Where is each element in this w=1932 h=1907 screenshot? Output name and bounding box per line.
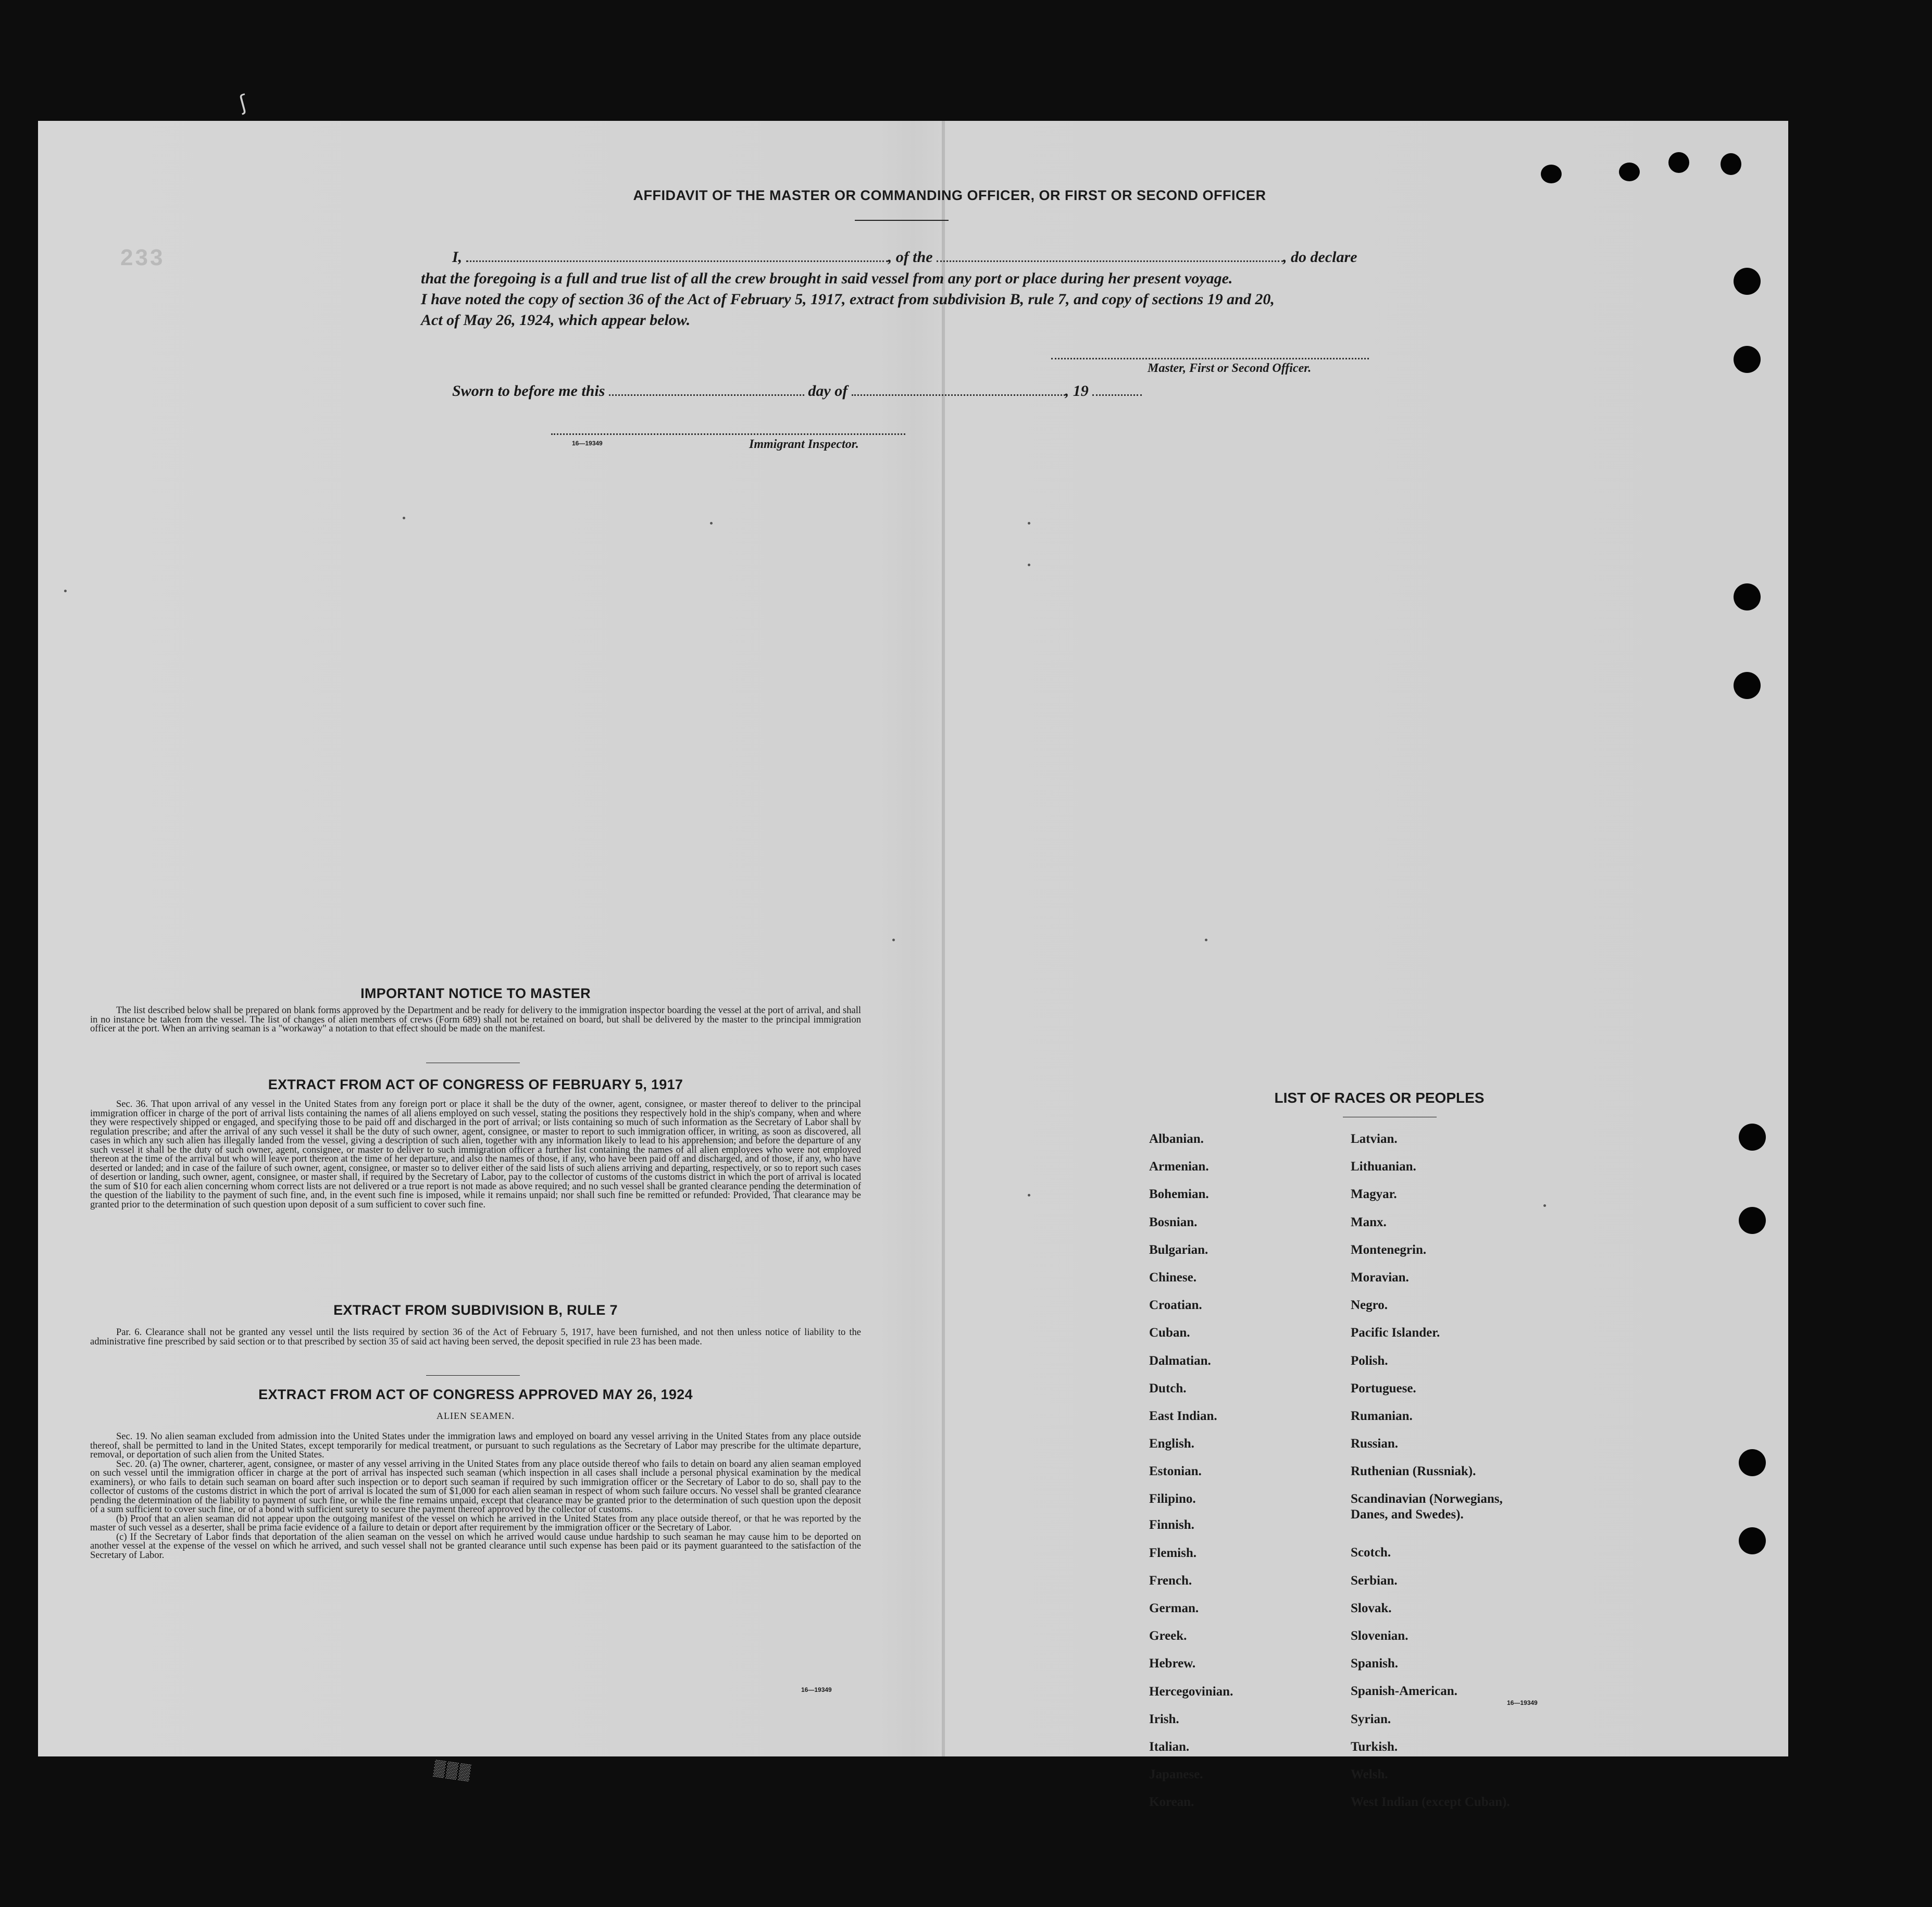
page-fold — [942, 121, 945, 1756]
race-item: Lithuanian. — [1351, 1160, 1416, 1174]
sworn-day-of: day of — [808, 382, 848, 400]
sworn-line — [452, 382, 1142, 400]
faint-page-number: 233 — [120, 245, 165, 270]
punch-hole — [1734, 346, 1761, 373]
extract-1917-title: EXTRACT FROM ACT OF CONGRESS OF FEBRUARY 5, 1917 — [268, 1077, 683, 1092]
race-item: Dalmatian. — [1149, 1353, 1211, 1368]
vessel-name-field[interactable] — [937, 249, 1283, 262]
inspector-signature-label: Immigrant Inspector. — [749, 438, 859, 451]
race-item: Portuguese. — [1351, 1381, 1416, 1395]
extract-1917-body — [90, 1100, 861, 1210]
race-item: Latvian. — [1351, 1132, 1398, 1146]
race-item: Croatian. — [1149, 1298, 1202, 1313]
document-page — [38, 121, 1788, 1810]
speck — [64, 590, 67, 592]
speck — [710, 522, 713, 525]
race-item: Japanese. — [1149, 1767, 1203, 1782]
race-item: Dutch. — [1149, 1381, 1187, 1395]
faint-stamp: ▒▒▒ — [433, 1759, 473, 1781]
form-number: 16—19349 — [801, 1686, 832, 1693]
race-item: Estonian. — [1149, 1464, 1202, 1479]
declaration-line-3: I have noted the copy of section 36 of the Act of February 5, 1917, extract from subdivision B, rule 7, and copy of sections 19 and 20, — [421, 291, 1275, 308]
section-20b-paragraph: (b) Proof that an alien seaman did not appear upon the outgoing manifest of the vessel on which he arrived in the United States from any place outside thereof, or that he was reported by the master of such vessel as a deserter, shall be prima facie evidence of a failure to detain or deport after requirement by the immigration officer or the Secretary of Labor. — [90, 1513, 861, 1533]
declaration-line-4: Act of May 26, 1924, which appear below. — [421, 311, 691, 329]
extract-1924-body — [90, 1432, 861, 1560]
race-item: Ruthenian (Russniak). — [1351, 1464, 1476, 1479]
race-item: Turkish. — [1351, 1739, 1398, 1754]
race-item: Irish. — [1149, 1712, 1179, 1726]
extract-1924-title: EXTRACT FROM ACT OF CONGRESS APPROVED MAY 26, 1924 — [258, 1387, 693, 1402]
race-item: Albanian. — [1149, 1132, 1204, 1146]
punch-hole — [1734, 672, 1761, 699]
declaration-line-1 — [452, 248, 1357, 266]
races-left-column — [1149, 1131, 1233, 1823]
form-number: 16—19349 — [1507, 1699, 1538, 1706]
race-item: Slovak. — [1351, 1601, 1392, 1615]
rule-7-paragraph: Par. 6. Clearance shall not be granted any vessel until the lists required by section 36 of the Act of February 5, 1917, have been furnished, and not then unless notice of liability to the administrative fine prescribed by said section or to that prescribed by section 35 of said act having been served, the deposit specified in rule 23 has been made. — [90, 1327, 861, 1347]
race-item: Chinese. — [1149, 1270, 1196, 1285]
race-item: Magyar. — [1351, 1187, 1397, 1202]
section-19-paragraph: Sec. 19. No alien seaman excluded from admission into the United States under the immigration laws and employed on board any vessel arriving in the United States from any place outside thereof, shall be permitted to land in the United States, except temporarily for medical treatment, or pursuant to such regulations as the Secretary of Labor may prescribe for the ultimate departure, removal, or deportation of such alien from the United States. — [90, 1431, 861, 1460]
race-item: Syrian. — [1351, 1712, 1391, 1726]
race-item: Bosnian. — [1149, 1215, 1198, 1229]
rule-7-body — [90, 1328, 861, 1347]
race-item: Korean. — [1149, 1795, 1194, 1810]
race-item: French. — [1149, 1573, 1192, 1588]
speck — [1028, 1194, 1030, 1196]
stray-pen-mark: ʃ — [236, 91, 250, 116]
race-item: Finnish. — [1149, 1518, 1194, 1532]
section-20a-paragraph: Sec. 20. (a) The owner, charterer, agent, consignee, or master of any vessel arriving in the United States from any place outside thereof who fails to detain on board any alien seaman employed on such vessel until the immigration officer in charge at the port of arrival has inspected such seaman (which inspection in all cases shall include a personal physical examination by the medical examiners), or who fails to detain such seaman on board after such inspection or to deport such seaman if required by such immigration officer or the Secretary of Labor to do so, shall pay to the collector of customs of the customs district in which the port of arrival is located the sum of $1,000 for each alien seaman in respect of whom such failure occurs. No vessel shall be granted clearance pending the determination of the liability to payment of such fine, or while the fine remains unpaid, except that clearance may be granted prior to the determination of such question upon the deposit of a sum sufficient to cover such fine, or of a bond with sufficient surety to secure the payment thereof approved by the collector of customs. — [90, 1459, 861, 1515]
race-item: English. — [1149, 1437, 1194, 1451]
punch-hole — [1739, 1527, 1766, 1554]
race-item: German. — [1149, 1601, 1199, 1615]
race-item: East Indian. — [1149, 1409, 1217, 1423]
sworn-year-prefix: , 19 — [1065, 382, 1089, 400]
race-item: Hebrew. — [1149, 1656, 1196, 1671]
speck — [1205, 939, 1207, 941]
races-right-column — [1351, 1131, 1510, 1822]
affidavit-title: AFFIDAVIT OF THE MASTER OR COMMANDING OFFICER, OR FIRST OR SECOND OFFICER — [633, 188, 1266, 203]
speck — [892, 939, 895, 941]
race-item: Moravian. — [1351, 1270, 1409, 1285]
master-signature-field[interactable] — [1051, 358, 1369, 359]
race-item: Serbian. — [1351, 1573, 1398, 1588]
race-item: Manx. — [1351, 1215, 1387, 1229]
race-item: Bulgarian. — [1149, 1242, 1208, 1257]
race-item: Slovenian. — [1351, 1629, 1409, 1643]
punch-hole — [1734, 583, 1761, 610]
race-item: Montenegrin. — [1351, 1242, 1427, 1257]
race-item: Polish. — [1351, 1353, 1388, 1368]
alien-seamen-subtitle: ALIEN SEAMEN. — [437, 1411, 515, 1421]
punch-hole — [1734, 268, 1761, 295]
punch-hole — [1739, 1449, 1766, 1476]
punch-hole — [1739, 1124, 1766, 1151]
sworn-prefix: Sworn to before me this — [452, 382, 605, 400]
sworn-day-field[interactable] — [609, 383, 804, 396]
race-item: Negro. — [1351, 1298, 1388, 1313]
punch-hole — [1668, 152, 1689, 173]
notice-title: IMPORTANT NOTICE TO MASTER — [360, 986, 591, 1001]
race-item: West Indian (except Cuban). — [1351, 1795, 1510, 1810]
race-item: Spanish-American. — [1351, 1684, 1457, 1699]
race-item: Hercegovinian. — [1149, 1684, 1233, 1699]
do-declare-text: , do declare — [1283, 248, 1357, 266]
speck — [1028, 564, 1030, 566]
race-item: Rumanian. — [1351, 1409, 1413, 1423]
race-item: Spanish. — [1351, 1656, 1399, 1671]
extract-1917-paragraph: Sec. 36. That upon arrival of any vessel in the United States from any foreign port or place it shall be the duty of the owner, agent, consignee, or master thereof to deliver to the principal immigration officer in charge of the port of arrival lists containing the names of all aliens employed on such vessel, stating the positions they respectively hold in the ship's company, when and where they were respectively shipped or engaged, and specifying those to be paid off and discharged in the port of arrival; or lists containing so much of such information as the Secretary of Labor shall by regulation prescribe; and after the arrival of any such vessel it shall be the duty of such owner, agent, consignee, or master to report to such immigration officer, in writing, as soon as discovered, all cases in which any such alien has illegally landed from the vessel, giving a description of such alien, together with any information likely to lead to his apprehension; and before the departure of any such vessel it shall be the duty of such owner, agent, consignee, or master to deliver to such immigration officer a further list containing the names of all alien employees who were not employed thereon at the time of the arrival but who will leave port thereon at the time of her departure, and also the names of those, if any, who have been paid off and discharged, and of those, if any, who have deserted or landed; and in case of the failure of such owner, agent, consignee, or master so to deliver either of the said lists of such aliens arriving and departing, respectively, or so to report such cases of desertion or landing, such owner, agent, consignee, or master shall, if required by the Secretary of Labor, pay to the collector of customs of the customs district in which the port of arrival is located the sum of $10 for each alien concerning whom correct lists are not delivered or a true report is not made as above required; and no such vessel shall be granted clearance pending the determination of the question of the liability to the payment of such fine, and, in the event such fine is imposed, while it remains unpaid; nor shall such fine be remitted or refunded: Provided, That clearance may be granted prior to the determination of such question upon deposit of a sum sufficient to cover such fine. — [90, 1099, 861, 1210]
punch-hole — [1619, 163, 1640, 181]
race-item: Filipino. — [1149, 1492, 1196, 1506]
sworn-month-field[interactable] — [852, 383, 1065, 396]
of-the-text: , of the — [888, 248, 933, 266]
race-item: Pacific Islander. — [1351, 1326, 1440, 1340]
race-item: Flemish. — [1149, 1545, 1196, 1560]
races-list-title: LIST OF RACES OR PEOPLES — [1274, 1090, 1485, 1106]
section-divider — [426, 1375, 520, 1376]
race-item: Russian. — [1351, 1437, 1399, 1451]
declarant-name-field[interactable] — [466, 249, 888, 262]
section-20c-paragraph: (c) If the Secretary of Labor finds that deportation of the alien seaman on the vessel on which he arrived would cause undue hardship to such seaman he may cause him to be deported on another vessel at the expense of the vessel on which he arrived, and such vessel shall not be granted clearance until such expense has been paid or its payment guaranteed to the satisfaction of the Secretary of Labor. — [90, 1531, 861, 1561]
race-item: Scotch. — [1351, 1545, 1391, 1560]
punch-hole — [1739, 1207, 1766, 1234]
notice-body — [90, 1006, 861, 1034]
declaration-line-2: that the foregoing is a full and true list of all the crew brought in said vessel from any port or place during her present voyage. — [421, 270, 1233, 287]
speck — [1543, 1204, 1546, 1207]
race-item: Bohemian. — [1149, 1187, 1209, 1202]
punch-hole — [1541, 165, 1562, 183]
master-signature-label: Master, First or Second Officer. — [1148, 362, 1312, 375]
race-item: Italian. — [1149, 1739, 1190, 1754]
race-item: Welsh. — [1351, 1767, 1388, 1781]
title-rule — [855, 220, 949, 221]
form-number: 16—19349 — [572, 440, 603, 447]
declarant-prefix: I, — [452, 248, 463, 266]
speck — [1028, 522, 1030, 525]
inspector-signature-field[interactable] — [551, 433, 905, 435]
rule-7-title: EXTRACT FROM SUBDIVISION B, RULE 7 — [333, 1302, 618, 1318]
notice-paragraph: The list described below shall be prepared on blank forms approved by the Department and be ready for delivery to the immigration inspector boarding the vessel at the port of arrival, and shall in no instance be taken from the vessel. The list of changes of alien members of crews (Form 689) shall not be retained on board, but shall be delivered by the master to the principal immigration officer at the port. When an arriving seaman is a "workaway" a notation to that effect should be made on the manifest. — [90, 1005, 861, 1034]
speck — [403, 517, 405, 519]
race-item: Cuban. — [1149, 1326, 1190, 1340]
sworn-year-field[interactable] — [1092, 383, 1142, 396]
race-item: Armenian. — [1149, 1160, 1209, 1174]
punch-hole — [1721, 153, 1741, 175]
race-item: Scandinavian (Norwegians, Danes, and Swedes). — [1351, 1492, 1503, 1522]
race-item: Greek. — [1149, 1629, 1187, 1643]
